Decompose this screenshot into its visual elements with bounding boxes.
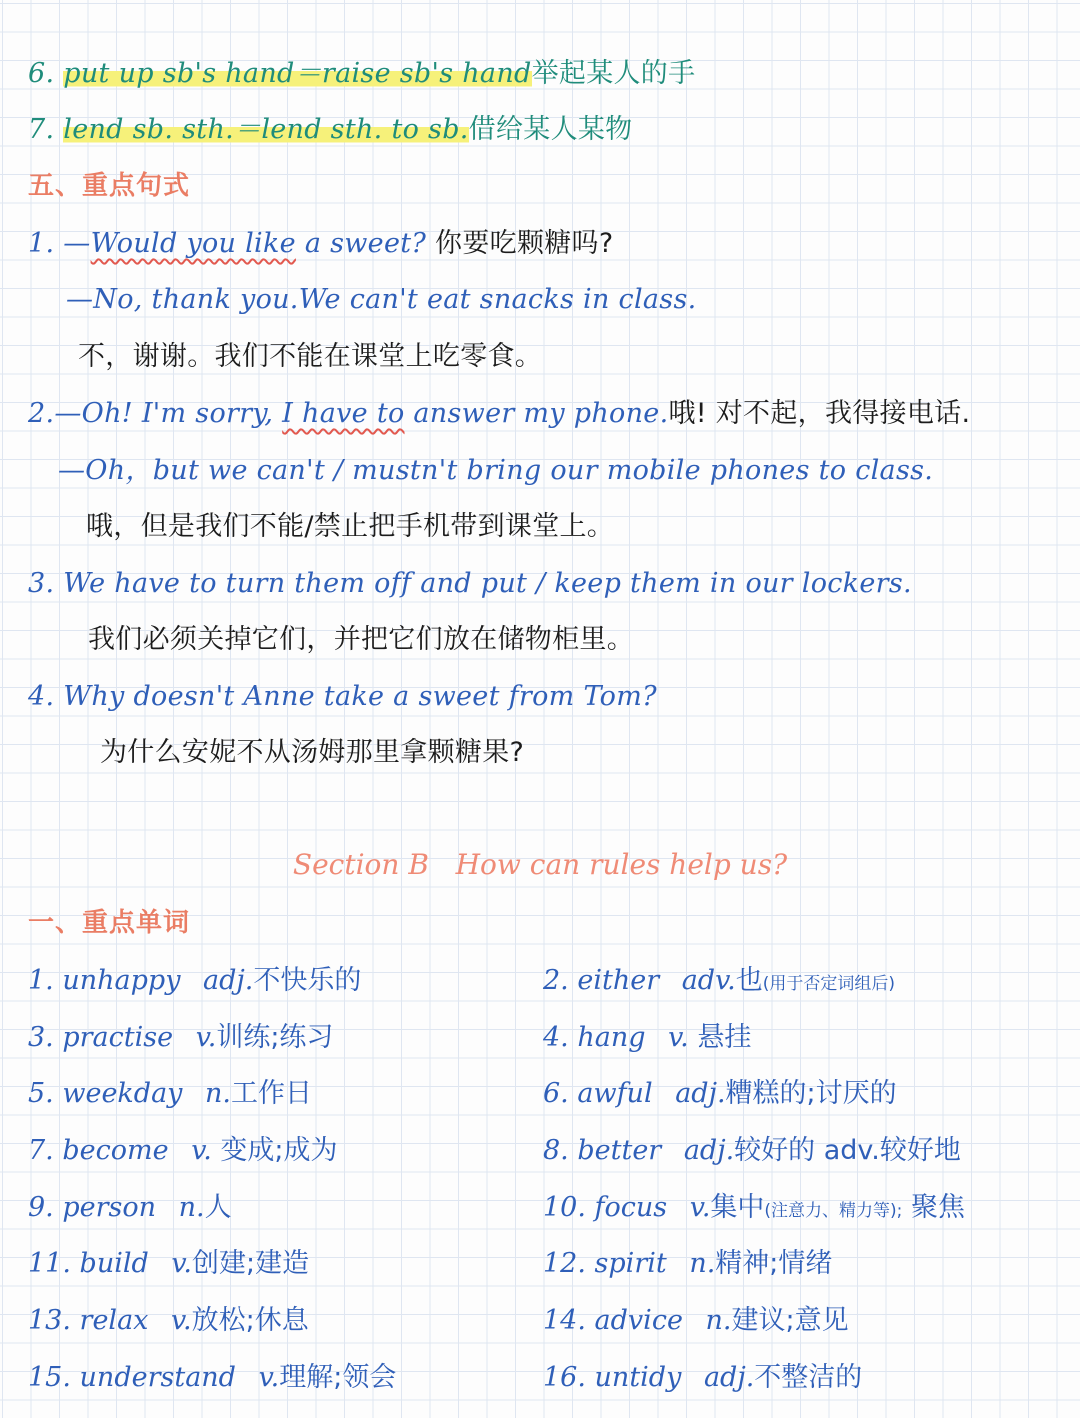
vocab-number: 12.: [543, 1248, 586, 1279]
vocab-word: relax: [79, 1305, 149, 1336]
vocab-number: 6.: [543, 1078, 569, 1109]
vocab-word: unhappy: [62, 965, 181, 996]
vocab-item-9: [28, 1188, 232, 1228]
vocab-meaning-extra: 聚焦: [902, 1192, 965, 1223]
vocab-number: 1.: [28, 965, 54, 996]
vocab-pos: v.: [258, 1362, 280, 1393]
sentence-number: 2.: [28, 398, 55, 429]
phrase-6: [28, 54, 695, 94]
vocab-item-14: [543, 1301, 849, 1341]
vocab-note: (用于否定词组后): [762, 974, 895, 994]
vocab-item-11: [28, 1244, 309, 1284]
vocab-word: become: [62, 1135, 169, 1166]
sentence-4: [28, 677, 657, 717]
vocab-meaning: 人: [204, 1192, 232, 1223]
vocab-pos: v.: [689, 1192, 711, 1223]
sentence-2-question: [28, 394, 970, 434]
sentence-number: 4.: [28, 681, 55, 712]
vocab-word: practise: [62, 1022, 174, 1053]
phrase-chinese: 借给某人某物: [468, 114, 633, 145]
vocab-meaning: 变成;成为: [211, 1135, 338, 1166]
phrase-english: lend sb. sth.＝lend sth. to sb.: [63, 114, 469, 145]
sentence-prefix: —: [63, 228, 91, 259]
vocab-item-13: [28, 1301, 309, 1341]
vocab-item-12: [543, 1244, 832, 1284]
vocab-meaning: 集中: [710, 1192, 765, 1223]
vocab-number: 14.: [543, 1305, 586, 1336]
vocab-pos: v.: [191, 1135, 212, 1166]
vocab-number: 11.: [28, 1248, 71, 1279]
phrase-number: 6.: [28, 58, 55, 89]
vocab-item-4: [543, 1018, 751, 1058]
vocab-pos: v.: [668, 1022, 689, 1053]
sentence-3-chinese: 我们必须关掉它们，并把它们放在储物柜里。: [88, 624, 634, 655]
vocab-pos: adj.: [203, 965, 254, 996]
vocab-meaning: 糟糕的;讨厌的: [725, 1078, 897, 1109]
vocab-meaning: 创建;建造: [192, 1248, 310, 1279]
vocab-word: untidy: [594, 1362, 682, 1393]
vocab-number: 10.: [543, 1192, 586, 1223]
vocab-word: hang: [577, 1022, 646, 1053]
phrase-7: [28, 110, 632, 150]
sentence-chinese: 你要吃颗糖吗?: [426, 228, 614, 259]
sentence-1-answer-chinese: 不，谢谢。我们不能在课堂上吃零食。: [78, 341, 543, 372]
vocab-pos: n.: [705, 1305, 732, 1336]
sentence-text: Why doesn't Anne take a sweet from Tom?: [63, 681, 657, 712]
vocab-pos: n.: [205, 1078, 232, 1109]
underlined-phrase: Would you like: [90, 228, 296, 259]
section-b-title: Section B How can rules help us?: [292, 848, 788, 881]
vocab-number: 4.: [543, 1022, 569, 1053]
vocab-pos: adj.: [675, 1078, 726, 1109]
vocab-word: spirit: [594, 1248, 667, 1279]
vocab-number: 3.: [28, 1022, 54, 1053]
vocab-pos: v.: [195, 1022, 217, 1053]
vocab-note: (注意力、精力等);: [764, 1201, 903, 1221]
sentence-text: a sweet?: [295, 228, 427, 259]
vocab-meaning: 工作日: [231, 1078, 313, 1109]
section-heading-key-words: 一、重点单词: [28, 908, 191, 938]
vocab-pos: n.: [178, 1192, 205, 1223]
vocab-number: 9.: [28, 1192, 54, 1223]
vocab-meaning: 训练;练习: [216, 1022, 334, 1053]
vocab-number: 8.: [543, 1135, 569, 1166]
sentence-2-answer: —Oh，but we can't / mustn't bring our mobile phones to class.: [58, 455, 934, 486]
phrase-english: put up sb's hand＝raise sb's hand: [63, 58, 532, 89]
vocab-word: either: [577, 965, 660, 996]
vocab-item-16: [543, 1358, 862, 1398]
vocab-item-8: [543, 1131, 961, 1171]
vocab-pos: v.: [171, 1248, 193, 1279]
vocab-meaning: 不整洁的: [754, 1362, 863, 1393]
vocab-meaning: 精神;情绪: [715, 1248, 833, 1279]
vocab-word: person: [62, 1192, 157, 1223]
vocab-meaning: 理解;领会: [279, 1362, 397, 1393]
vocab-number: 7.: [28, 1135, 54, 1166]
vocab-meaning: 放松;休息: [191, 1305, 309, 1336]
vocab-word: focus: [594, 1192, 668, 1223]
sentence-prefix: —Oh! I'm sorry,: [54, 398, 283, 429]
sentence-text: We have to turn them off and put / keep them in our lockers.: [63, 568, 912, 599]
sentence-number: 1.: [28, 228, 55, 259]
vocab-pos: adj.: [683, 1135, 735, 1166]
vocab-item-15: [28, 1358, 396, 1398]
vocab-item-6: [543, 1074, 897, 1114]
vocab-meaning: 不快乐的: [253, 965, 362, 996]
vocab-item-2: [543, 961, 895, 1004]
vocab-number: 16.: [543, 1362, 586, 1393]
vocab-item-7: [28, 1131, 338, 1171]
vocab-word: weekday: [62, 1078, 183, 1109]
underlined-phrase: I have to: [282, 398, 405, 429]
vocab-pos: adj.: [703, 1362, 755, 1393]
sentence-2-answer-chinese: 哦，但是我们不能/禁止把手机带到课堂上。: [86, 511, 615, 542]
vocab-number: 13.: [28, 1305, 71, 1336]
phrase-chinese: 举起某人的手: [531, 58, 696, 89]
sentence-text: answer my phone.: [404, 398, 669, 429]
section-heading-key-sentences: 五、重点句式: [28, 171, 191, 201]
vocab-pos: adv.: [681, 965, 736, 996]
vocab-pos: n.: [689, 1248, 716, 1279]
phrase-number: 7.: [28, 114, 55, 145]
vocab-word: understand: [79, 1362, 236, 1393]
vocab-number: 15.: [28, 1362, 71, 1393]
vocab-number: 5.: [28, 1078, 54, 1109]
vocab-word: awful: [577, 1078, 653, 1109]
vocab-word: advice: [594, 1305, 683, 1336]
vocab-number: 2.: [543, 965, 569, 996]
vocab-word: build: [79, 1248, 149, 1279]
sentence-4-chinese: 为什么安妮不从汤姆那里拿颗糖果?: [100, 737, 525, 768]
vocab-item-1: [28, 961, 361, 1001]
vocab-item-3: [28, 1018, 333, 1058]
vocab-meaning: 也: [735, 965, 763, 996]
sentence-number: 3.: [28, 568, 55, 599]
sentence-1-question: [28, 224, 613, 264]
sentence-chinese: 哦! 对不起，我得接电话.: [668, 398, 971, 429]
vocab-meaning: 较好的 adv.较好地: [734, 1135, 961, 1166]
vocab-meaning: 悬挂: [688, 1022, 752, 1053]
vocab-item-5: [28, 1074, 312, 1114]
vocab-item-10: [543, 1188, 965, 1231]
sentence-3: [28, 564, 912, 604]
sentence-1-answer: —No, thank you.We can't eat snacks in class.: [66, 284, 697, 315]
vocab-pos: v.: [171, 1305, 192, 1336]
vocab-meaning: 建议;意见: [731, 1305, 849, 1336]
vocab-word: better: [577, 1135, 662, 1166]
